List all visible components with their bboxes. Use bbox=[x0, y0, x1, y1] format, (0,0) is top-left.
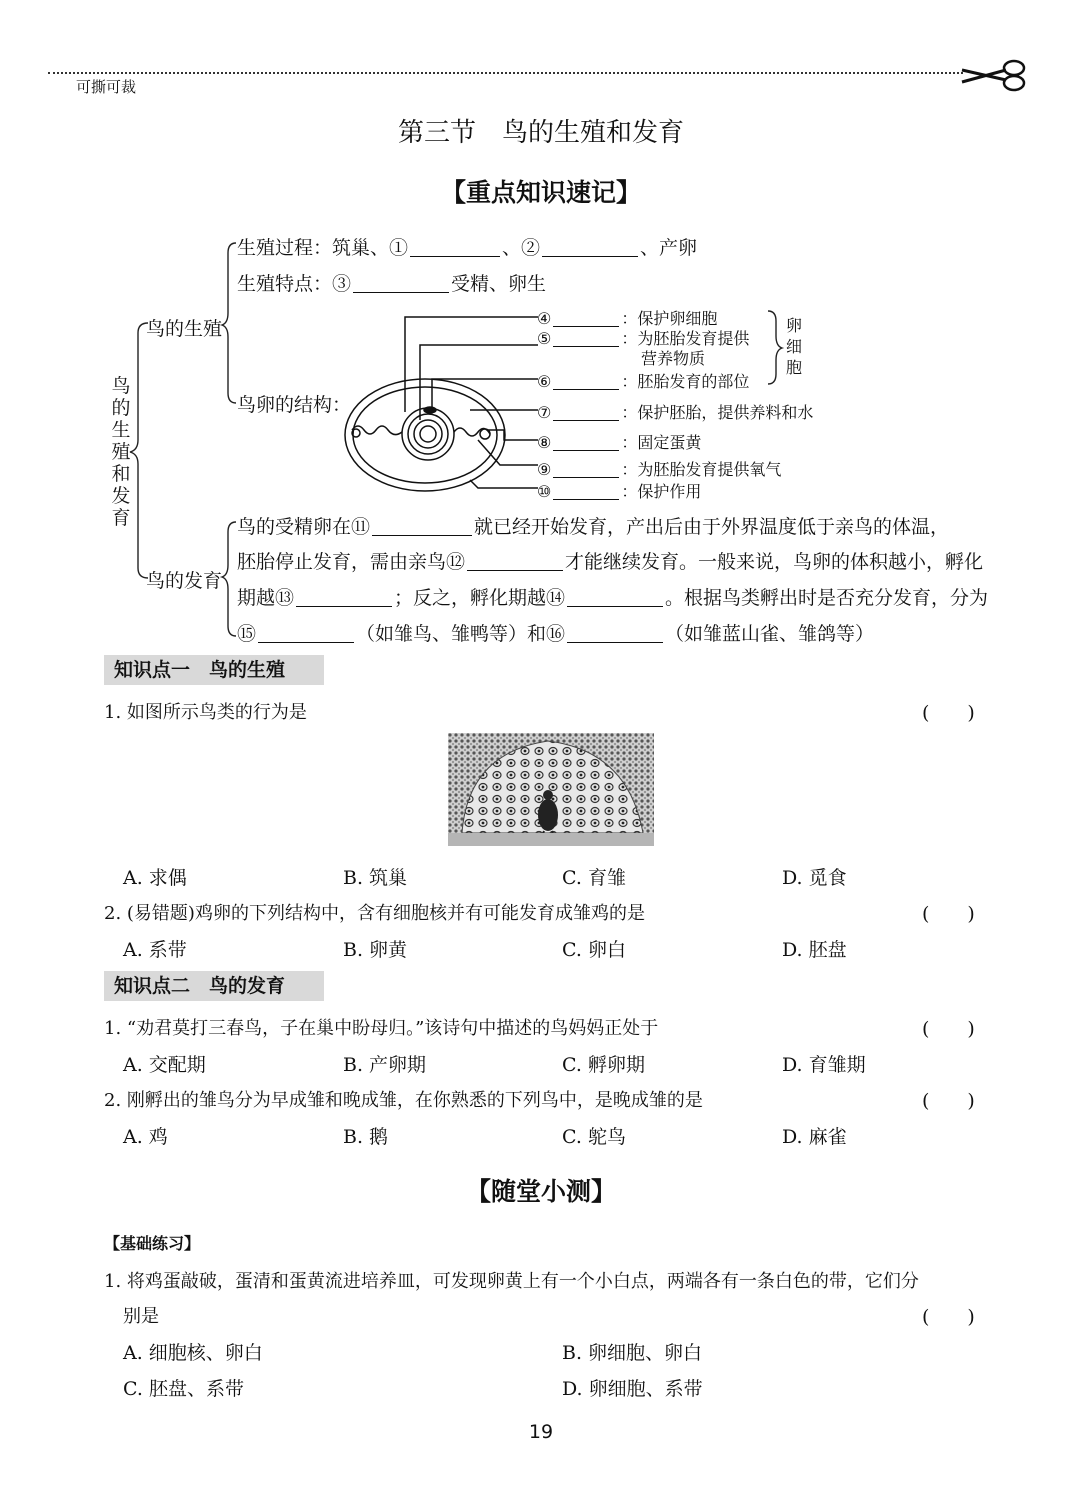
mindmap-development: 鸟的发育 bbox=[146, 570, 223, 592]
kp2-q1-option-b[interactable]: B. 产卵期 bbox=[343, 1054, 427, 1076]
quiz-q1-option-c[interactable]: C. 胚盘、系带 bbox=[123, 1378, 244, 1400]
quiz-q1-option-d[interactable]: D. 卵细胞、系带 bbox=[562, 1378, 703, 1400]
egg-cell-label: 卵细胞 bbox=[786, 316, 803, 377]
answer-bracket[interactable]: ( ) bbox=[922, 1018, 975, 1040]
quiz-q1-option-b[interactable]: B. 卵细胞、卵白 bbox=[562, 1342, 703, 1364]
egg-diagram bbox=[340, 300, 570, 500]
process-line: 生殖过程：筑巢、① 、② 、产卵 bbox=[237, 237, 698, 259]
egg-part-5-cont: 营养物质 bbox=[641, 349, 706, 368]
egg-part-5: ⑤ ：为胚胎发育提供 bbox=[537, 329, 750, 348]
kp1-q2-option-d[interactable]: D. 胚盘 bbox=[782, 939, 847, 961]
cut-hint: 可撕可裁 bbox=[76, 78, 137, 96]
kp2-q1-option-d[interactable]: D. 育雏期 bbox=[782, 1054, 866, 1076]
kp1-q2-stem: 2. (易错题)鸡卵的下列结构中，含有细胞核并有可能发育成雏鸡的是 bbox=[104, 903, 645, 924]
egg-part-7: ⑦ ：保护胚胎，提供养料和水 bbox=[537, 403, 814, 422]
egg-part-4: ④ ：保护卵细胞 bbox=[537, 309, 718, 328]
kp1-q1-option-d[interactable]: D. 觅食 bbox=[782, 867, 847, 889]
kp2-q1-stem: 1. “劝君莫打三春鸟，子在巢中盼母归。”该诗句中描述的鸟妈妈正处于 bbox=[104, 1018, 659, 1039]
kp1-heading: 知识点一 鸟的生殖 bbox=[104, 655, 324, 685]
kp2-q1-option-c[interactable]: C. 孵卵期 bbox=[562, 1054, 645, 1076]
answer-bracket[interactable]: ( ) bbox=[922, 1306, 975, 1328]
kp2-q2-option-a[interactable]: A. 鸡 bbox=[123, 1126, 168, 1148]
dev-line-4: ⑮ （如雏鸟、雏鸭等）和⑯ （如雏蓝山雀、雏鸽等） bbox=[237, 623, 875, 645]
kp2-q2-option-d[interactable]: D. 麻雀 bbox=[782, 1126, 847, 1148]
kp1-q1-option-a[interactable]: A. 求偶 bbox=[123, 867, 187, 889]
egg-part-10: ⑩ ：保护作用 bbox=[537, 482, 702, 501]
basic-practice-label: 【基础练习】 bbox=[104, 1234, 201, 1253]
knowledge-heading: 【重点知识速记】 bbox=[440, 178, 641, 207]
answer-bracket[interactable]: ( ) bbox=[922, 702, 975, 724]
kp2-q2-option-c[interactable]: C. 鸵鸟 bbox=[562, 1126, 626, 1148]
egg-part-6: ⑥ ：胚胎发育的部位 bbox=[537, 372, 750, 391]
kp2-heading: 知识点二 鸟的发育 bbox=[104, 971, 324, 1001]
mindmap-reproduction: 鸟的生殖 bbox=[146, 318, 223, 340]
quiz-heading: 【随堂小测】 bbox=[465, 1177, 616, 1206]
egg-part-8: ⑧ ：固定蛋黄 bbox=[537, 433, 702, 452]
answer-bracket[interactable]: ( ) bbox=[922, 1090, 975, 1112]
mindmap-root: 鸟的生殖和发育 bbox=[111, 375, 131, 529]
quiz-q1-stem-line-1: 1. 将鸡蛋敲破，蛋清和蛋黄流进培养皿，可发现卵黄上有一个小白点，两端各有一条白色的带，它们分 bbox=[104, 1271, 919, 1292]
dev-line-3: 期越⑬ ；反之，孵化期越⑭ 。根据鸟类孵出时是否充分发育，分为 bbox=[237, 587, 989, 609]
egg-structure-label: 鸟卵的结构： bbox=[237, 394, 352, 416]
kp1-q1-option-b[interactable]: B. 筑巢 bbox=[343, 867, 408, 889]
kp1-q1-stem: 1. 如图所示鸟类的行为是 bbox=[104, 702, 307, 723]
dev-line-1: 鸟的受精卵在⑪ 就已经开始发育，产出后由于外界温度低于亲鸟的体温， bbox=[237, 516, 950, 538]
kp1-q1-option-c[interactable]: C. 育雏 bbox=[562, 867, 626, 889]
egg-part-9: ⑨ ：为胚胎发育提供氧气 bbox=[537, 460, 782, 479]
answer-bracket[interactable]: ( ) bbox=[922, 903, 975, 925]
page-title: 第三节 鸟的生殖和发育 bbox=[397, 118, 684, 148]
quiz-q1-option-a[interactable]: A. 细胞核、卵白 bbox=[123, 1342, 263, 1364]
page-number: 19 bbox=[528, 1421, 554, 1443]
peacock-photo bbox=[448, 733, 654, 846]
kp2-q2-option-b[interactable]: B. 鹅 bbox=[343, 1126, 389, 1148]
kp1-q2-option-b[interactable]: B. 卵黄 bbox=[343, 939, 408, 961]
quiz-q1-stem-line-2: 别是 bbox=[123, 1306, 159, 1327]
dev-line-2: 胚胎停止发育，需由亲鸟⑫ 才能继续发育。一般来说，鸟卵的体积越小，孵化 bbox=[237, 551, 984, 573]
feature-line: 生殖特点：③ 受精、卵生 bbox=[237, 273, 547, 295]
kp2-q1-option-a[interactable]: A. 交配期 bbox=[123, 1054, 206, 1076]
kp1-q2-option-c[interactable]: C. 卵白 bbox=[562, 939, 626, 961]
kp2-q2-stem: 2. 刚孵出的雏鸟分为早成雏和晚成雏，在你熟悉的下列鸟中，是晚成雏的是 bbox=[104, 1090, 703, 1111]
kp1-q2-option-a[interactable]: A. 系带 bbox=[123, 939, 187, 961]
